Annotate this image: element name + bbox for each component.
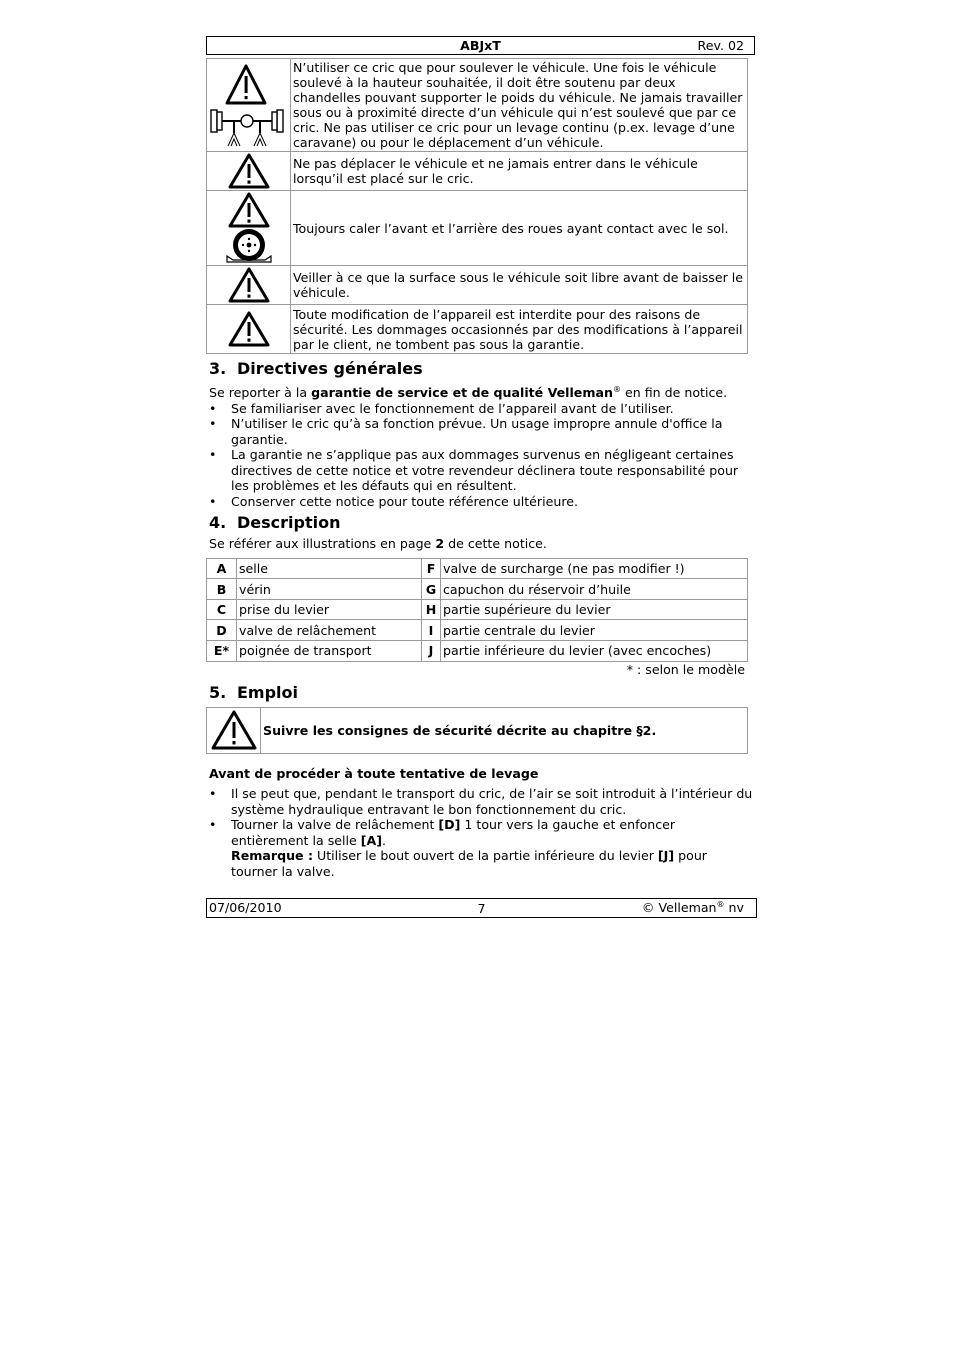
section-5-heading: 5. Emploi	[209, 682, 299, 702]
list-item: • La garantie ne s’applique pas aux dommages survenus en négligeant certaines directives de cette notice et votre revendeur déclinera toute responsabilité pour les problèmes et les défauts qui en résultent.	[206, 447, 755, 494]
revision: Rev. 02	[697, 38, 744, 53]
safety-notice-box	[206, 707, 748, 754]
list-item: • Se familiariser avec le fonctionnement de l’appareil avant de l’utiliser.	[206, 401, 755, 417]
subheading: Avant de procéder à toute tentative de levage	[209, 765, 539, 781]
warning-row	[207, 152, 748, 191]
list-item: • Tourner la valve de relâchement [D] 1 tour vers la gauche et enfoncer entièrement la selle [A]. Remarque : Utiliser le bout ouvert de la partie inférieure du levier [J] pour tourner la valve.	[206, 817, 755, 879]
copyright: © Velleman® nv	[641, 900, 744, 916]
doc-code: ABJxT	[460, 38, 501, 53]
table-row: C prise du levier H partie supérieure du levier	[207, 599, 748, 620]
section-3-list	[206, 401, 755, 510]
table-row: E* poignée de transport J partie inférieure du levier (avec encoches)	[207, 641, 748, 662]
section-4-intro: Se référer aux illustrations en page 2 de cette notice.	[209, 536, 547, 552]
warning-triangle-icon	[207, 266, 291, 305]
footer-date: 07/06/2010	[209, 900, 282, 915]
warning-row	[207, 191, 748, 266]
warning-row	[207, 305, 748, 354]
warning-triangle-icon	[207, 152, 291, 191]
list-item: • Conserver cette notice pour toute référence ultérieure.	[206, 494, 755, 510]
warning-text: Ne pas déplacer le véhicule et ne jamais entrer dans le véhicule lorsqu’il est placé sur le cric.	[291, 152, 748, 191]
warning-text: Veiller à ce que la surface sous le véhicule soit libre avant de baisser le véhicule.	[291, 266, 748, 305]
section-3-heading: 3. Directives générales	[209, 359, 423, 378]
table-row: D valve de relâchement I partie centrale du levier	[207, 620, 748, 641]
warning-text: N’utiliser ce cric que pour soulever le véhicule. Une fois le véhicule soulevé à la hauteur souhaitée, il doit être soutenu par deux chandelles pouvant supporter le poids du véhicule. Ne jamais travailler sous ou à proximité directe d’un véhicule qui n’est soulevé que par ce cric. Ne pas utiliser ce cric pour un levage continu (p.ex. levage d’une caravane) ou pour le déplacement d’un véhicule.	[291, 59, 748, 152]
safety-notice-text: Suivre les consignes de sécurité décrite au chapitre §2.	[261, 707, 748, 753]
warning-triangle-icon	[207, 305, 291, 354]
warning-triangle-axle-stands-icon	[207, 59, 291, 152]
section-3-intro: Se reporter à la garantie de service et de qualité Velleman® en fin de notice.	[209, 385, 728, 401]
warning-triangle-icon	[207, 707, 261, 753]
warning-triangle-wheel-chock-icon	[207, 191, 291, 266]
table-footnote: * : selon le modèle	[626, 661, 745, 677]
section-5-list	[206, 786, 755, 879]
warning-row	[207, 266, 748, 305]
manual-page	[206, 36, 755, 879]
parts-table	[206, 558, 748, 662]
warning-text: Toujours caler l’avant et l’arrière des roues ayant contact avec le sol.	[291, 191, 748, 266]
warning-row	[207, 59, 748, 152]
page-header	[206, 36, 755, 55]
list-item: • N’utiliser le cric qu’à sa fonction prévue. Un usage impropre annule d'office la garantie.	[206, 416, 755, 447]
table-row: A selle F valve de surcharge (ne pas modifier !)	[207, 558, 748, 579]
page-footer	[206, 898, 757, 918]
warning-text: Toute modification de l’appareil est interdite pour des raisons de sécurité. Les dommages occasionnés par des modifications à l’appareil par le client, ne tombent pas sous la garantie.	[291, 305, 748, 354]
page-number: 7	[477, 901, 486, 916]
section-4-heading: 4. Description	[209, 513, 341, 533]
list-item: • Il se peut que, pendant le transport du cric, de l’air se soit introduit à l’intérieur du système hydraulique entravant le bon fonctionnement du cric.	[206, 786, 755, 817]
safety-warnings-table	[206, 58, 748, 354]
table-row: B vérin G capuchon du réservoir d’huile	[207, 579, 748, 600]
